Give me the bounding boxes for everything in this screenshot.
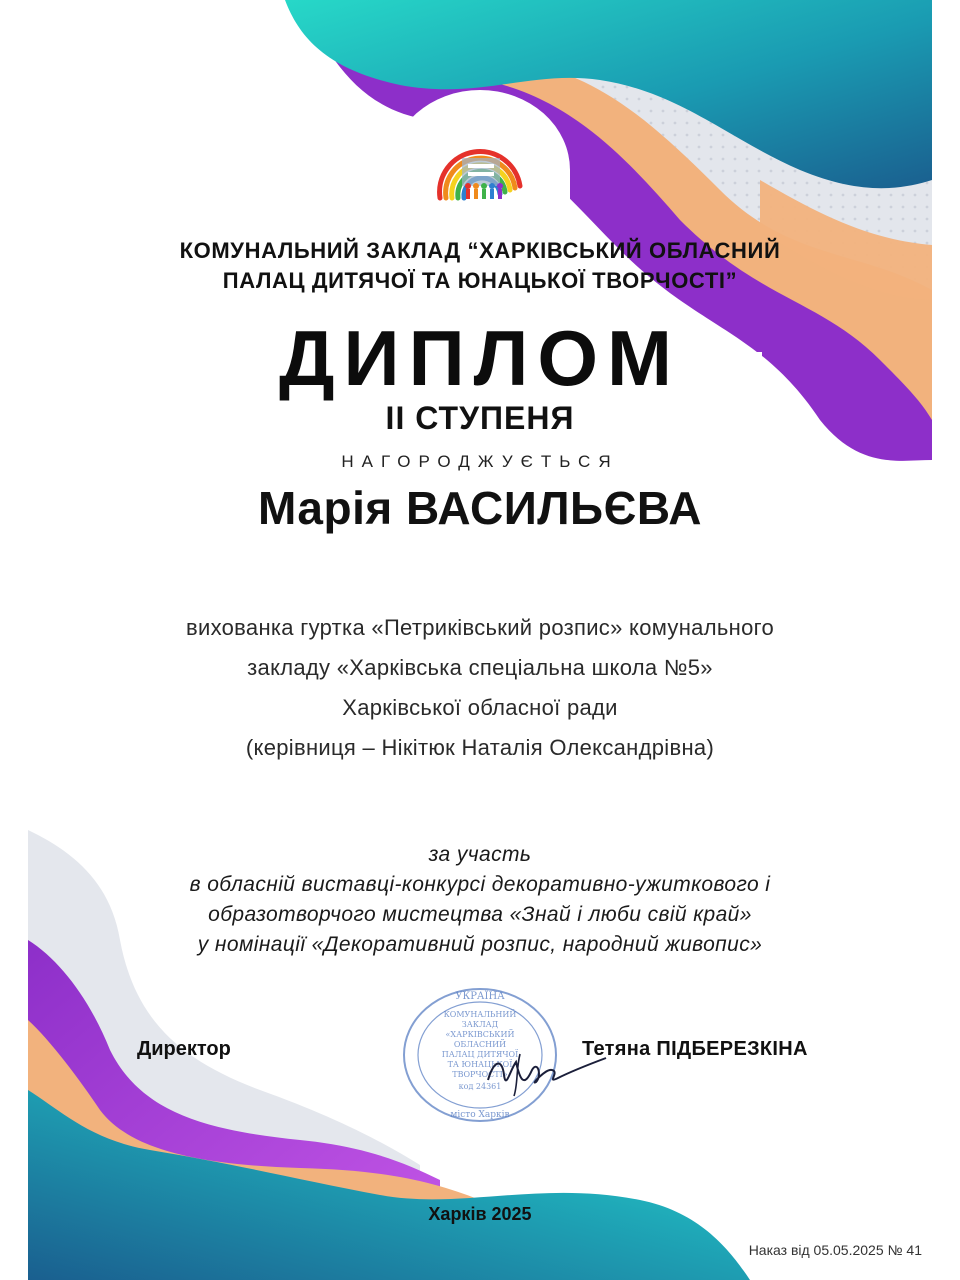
stamp-text: УКРАЇНА — [455, 991, 505, 1002]
stamp-text: ТА ЮНАЦЬКОЇ — [447, 1060, 513, 1069]
stamp-text: КОМУНАЛЬНИЙ — [443, 1010, 517, 1019]
description-line: закладу «Харківська спеціальна школа №5» — [247, 655, 713, 680]
institution-line-1: КОМУНАЛЬНИЙ ЗАКЛАД “ХАРКІВСЬКИЙ ОБЛАСНИЙ — [179, 238, 781, 263]
stamp-text: ТВОРЧОСТІ» — [452, 1070, 508, 1079]
institution-line-2: ПАЛАЦ ДИТЯЧОЇ ТА ЮНАЦЬКОЇ ТВОРЧОСТІ” — [222, 268, 738, 293]
director-name: Тетяна ПІДБЕРЕЗКІНА — [582, 1038, 808, 1060]
palace-logo — [418, 128, 542, 218]
reason-line: в обласній виставці-конкурсі декоративно-ужиткового і — [189, 873, 771, 896]
director-role: Директор — [137, 1038, 231, 1060]
stamp-text: код 24361 — [458, 1082, 502, 1091]
reason-line: за участь — [428, 843, 532, 866]
stamp-text: «ХАРКІВСЬКИЙ — [445, 1030, 515, 1039]
recipient-description — [0, 608, 960, 768]
diploma-degree: ІІ СТУПЕНЯ — [385, 400, 575, 436]
reason-line: образотворчого мистецтва «Знай і люби свій край» — [208, 903, 752, 926]
stamp-text: ЗАКЛАД — [461, 1020, 499, 1029]
city-year: Харків 2025 — [428, 1204, 532, 1224]
reason-line: у номінації «Декоративний розпис, народний живопис» — [197, 933, 763, 956]
stamp-text: ОБЛАСНИЙ — [453, 1040, 507, 1049]
recipient-name: Марія ВАСИЛЬЄВА — [258, 482, 702, 534]
awarded-label: НАГОРОДЖУЄТЬСЯ — [341, 452, 619, 471]
award-reason — [0, 840, 960, 960]
description-line: вихованка гуртка «Петриківський розпис» комунального — [186, 615, 774, 640]
stamp-text: місто Харків — [450, 1110, 510, 1120]
order-reference: Наказ від 05.05.2025 № 41 — [748, 1242, 922, 1258]
stamp-text: ПАЛАЦ ДИТЯЧОЇ — [441, 1050, 519, 1059]
description-line: (керівниця – Нікітюк Наталія Олександрівна) — [245, 735, 715, 760]
description-line: Харківської обласної ради — [342, 695, 618, 720]
diploma-title: ДИПЛОМ — [278, 314, 682, 402]
institution-name — [0, 236, 960, 296]
